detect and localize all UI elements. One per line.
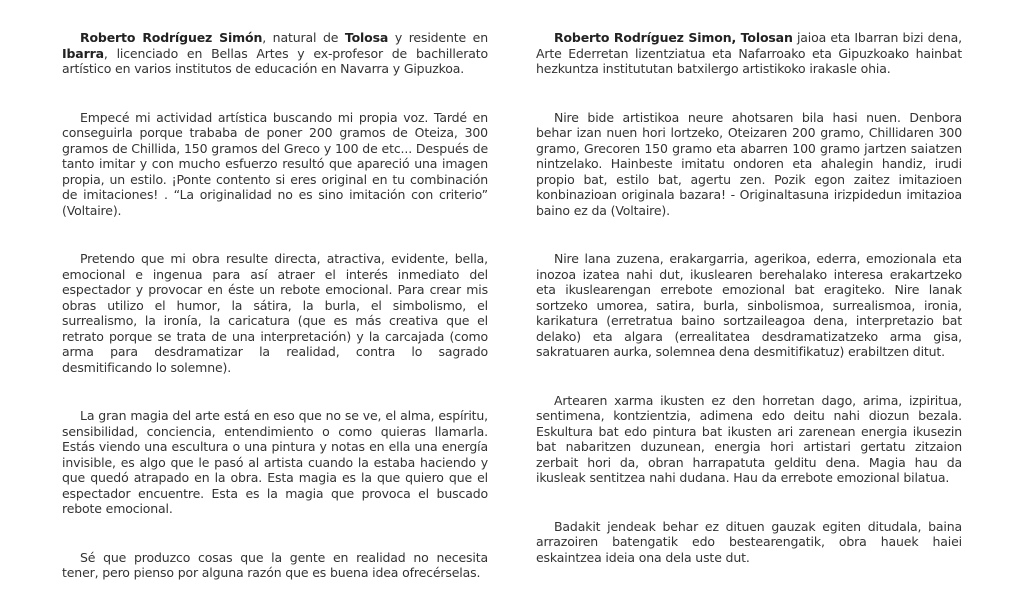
artist-name-basque: Roberto Rodríguez Simon, Tolosan xyxy=(554,30,793,45)
spanish-paragraph: Pretendo que mi obra resulte directa, atractiva, evidente, bella, emocional e ingenua para así atraer el interés inmediato del espectador y provocar en éste un rebote emocional. Para crear mis obras utilizo el humor, la sátira, la burla, el simbolismo, el surrealismo, la ironía, la caricatura (que es más creativa que el retrato porque se trata de una interpretación) y la carcajada (como arma para desdramatizar la realidad, contra lo sagrado desmitificando lo solemne). xyxy=(62,251,488,375)
spanish-intro-paragraph: Roberto Rodríguez Simón, natural de Tolosa y residente en Ibarra, licenciado en Bellas Artes y ex-profesor de bachillerato artístico en varios institutos de educación en Navarra y Gipuzkoa. xyxy=(62,30,488,76)
spanish-paragraph: Sé que produzco cosas que la gente en realidad no necesita tener, pero pienso por alguna razón que es buena idea ofrecérselas. xyxy=(62,549,488,580)
birth-town: Tolosa xyxy=(344,30,389,45)
spanish-paragraph: La gran magia del arte está en eso que no se ve, el alma, espíritu, sensibilidad, conciencia, entendimiento o como quieras llamarla. Estás viendo una escultura o una pintura y notas en ella una energía invisible, es algo que le pasó al artista cuando la estaba haciendo y que quedó atrapado en la obra. Esta magia es la que quiero que el espectador encuentre. Esta es la magia que provoca el buscado rebote emocional. xyxy=(62,408,488,516)
basque-column xyxy=(536,30,962,598)
basque-paragraph: Nire bide artistikoa neure ahotsaren bila hasi nuen. Denbora behar izan nuen hori lortzeko, Oteizaren 200 gramo, Chillidaren 300 gramo, Grecoren 150 gramo eta abarren 100 gramo jartzen saiatzen nintzelako. Hainbeste imitatu ondoren eta ahalegin handiz, irudi propio bat, estilo bat, agertu zen. Pozik egon zaitez imitazioen konbinazioan originala bazara! - Originaltasuna irizpidedun imitazioa baino ez da (Voltaire). xyxy=(536,109,962,218)
basque-intro-paragraph: Roberto Rodríguez Simon, Tolosan jaioa eta Ibarran bizi dena, Arte Ederretan lizentziatua eta Nafarroako eta Gipuzkoako hainbat hezkuntza institututan batxilergo artistikoko irakasle ohia. xyxy=(536,30,962,76)
residence-town: Ibarra xyxy=(62,45,104,61)
basque-paragraph: Nire lana zuzena, erakargarria, agerikoa, ederra, emozionala eta inozoa izatea nahi dut, ikuslearen berehalako interesa erakartzeko eta ikuslearengan errebote emozional bat eragiteko. Nire lanak sortzeko umorea, satira, burla, sinbolismoa, surrealismoa, ironia, karikatura (erretratua baino sortzaileagoa dena, interpretazio bat delako) eta algara (errealitatea desdramatizatzeko arma gisa, sakratuaren aurka, solemnea dena desmitifikatuz) erabiltzen ditut. xyxy=(536,251,962,359)
basque-paragraph: Badakit jendeak behar ez dituen gauzak egiten ditudala, baina arrazoiren batengatik edo bestearengatik, obra hauek haiei eskaintzea ideia ona dela uste dut. xyxy=(536,518,962,565)
spanish-column xyxy=(62,30,488,614)
basque-paragraph: Artearen xarma ikusten ez den horretan dago, arima, izpiritua, sentimena, kontzientzia, adimena edo deitu nahi diozun bezala. Eskultura bat edo pintura bat ikusten ari zarenean energia ikusezin bat nabaritzen duzunean, energia hori artistari gertatu zitzaion zerbait hori da, obran harrapatuta gelditu dena. Magia hau da ikusleak sentitzea nahi dudana. Hau da errebote emozional bilatua. xyxy=(536,392,962,485)
artist-name: Roberto Rodríguez Simón xyxy=(80,30,263,45)
spanish-paragraph: Empecé mi actividad artística buscando mi propia voz. Tardé en conseguirla porque trababa de poner 200 gramos de Oteiza, 300 gramos de Chillida, 150 gramos del Greco y 100 de etc... Después de tanto imitar y con mucho esfuerzo resultó que apareció una imagen propia, un estilo. ¡Ponte contento si eres original en tu combinación de imitaciones! . “La originalidad no es sino imitación con criterio” (Voltaire). xyxy=(62,109,488,218)
